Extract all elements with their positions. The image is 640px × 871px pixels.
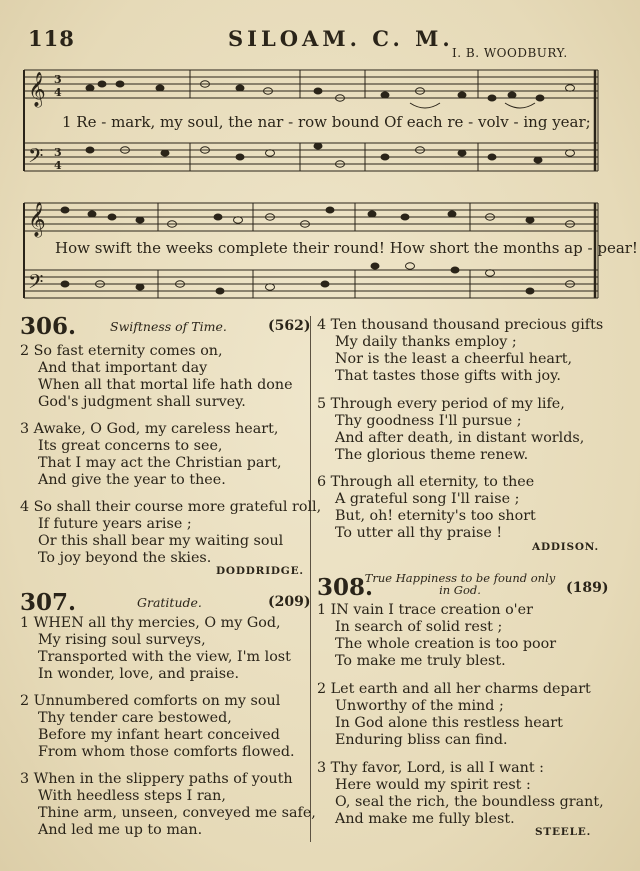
verse-line: My rising soul surveys,: [38, 632, 206, 648]
composer-credit: I. B. WOODBURY.: [452, 46, 568, 60]
bass-clef-icon: 𝄢: [28, 144, 44, 172]
stanza: [317, 760, 604, 828]
verse-line: In wonder, love, and praise.: [38, 666, 240, 682]
verse-line: 5 Through every period of my life,: [317, 396, 565, 412]
verse-line: 2 So fast eternity comes on,: [20, 343, 223, 359]
verse-line: My daily thanks employ ;: [335, 334, 517, 350]
verse-line: In search of solid rest ;: [335, 619, 503, 635]
verse-line: To make me truly blest.: [335, 653, 506, 669]
stanza: [317, 317, 603, 385]
verse-line: Transported with the view, I'm lost: [38, 649, 291, 665]
verse-line: But, oh! eternity's too short: [335, 508, 536, 524]
verse-line: And after death, in distant worlds,: [335, 430, 585, 446]
verse-line: 4 Ten thousand thousand precious gifts: [317, 317, 604, 333]
hymn-reference: (562): [268, 318, 311, 334]
stanza: [20, 615, 291, 683]
verse-line: When all that mortal life hath done: [38, 377, 293, 393]
stanza: [317, 681, 591, 749]
svg-text:3: 3: [54, 146, 62, 159]
music-lyric-line-2: How swift the weeks complete their round! How short the months ap - pear!: [55, 239, 638, 257]
hymn-reference: (209): [268, 594, 311, 610]
hymn-title-line: in God.: [439, 583, 481, 597]
hymn-number: 306.: [20, 313, 77, 340]
verse-line: Here would my spirit rest :: [335, 777, 531, 793]
verse-line: The whole creation is too poor: [335, 636, 557, 652]
hymn-number: 307.: [20, 589, 77, 616]
svg-text:3: 3: [54, 73, 62, 86]
verse-line: O, seal the rich, the boundless grant,: [335, 794, 604, 810]
verse-line: 6 Through all eternity, to thee: [317, 474, 535, 490]
verse-line: That tastes those gifts with joy.: [335, 368, 561, 384]
verse-line: 1 IN vain I trace creation o'er: [317, 602, 533, 618]
stanza: [317, 396, 584, 464]
stanza: [20, 343, 293, 411]
hymn-title: Gratitude.: [137, 595, 202, 610]
hymn-title: [360, 572, 560, 596]
hymn-author: STEELE.: [535, 826, 592, 838]
treble-clef-icon-2: 𝄞: [28, 202, 46, 237]
hymn-title: Swiftness of Time.: [110, 319, 227, 334]
verse-line: And make me fully blest.: [335, 811, 515, 827]
verse-line: With heedless steps I ran,: [38, 788, 226, 804]
verse-line: Its great concerns to see,: [38, 438, 223, 454]
page-number: 118: [28, 26, 75, 51]
verse-line: Unworthy of the mind ;: [335, 698, 504, 714]
tune-title: SILOAM. C. M.: [228, 26, 454, 51]
verse-line: And give the year to thee.: [38, 472, 226, 488]
staff-bass-1: [24, 143, 598, 171]
verse-line: Before my infant heart conceived: [38, 727, 280, 743]
verse-line: 4 So shall their course more grateful roll,: [20, 499, 322, 515]
stanza: [20, 421, 282, 489]
column-divider: [310, 316, 311, 842]
music-lyric-line-1: 1 Re - mark, my soul, the nar - row bound Of each re - volv - ing year;: [62, 113, 591, 131]
stanza: [20, 771, 316, 839]
verse-line: Or this shall bear my waiting soul: [38, 533, 284, 549]
stanza: [20, 499, 321, 567]
verse-line: 1 WHEN all thy mercies, O my God,: [20, 615, 281, 631]
verse-line: To utter all thy praise !: [335, 525, 503, 541]
verse-line: If future years arise ;: [38, 516, 192, 532]
verse-line: That I may act the Christian part,: [38, 455, 282, 471]
verse-line: 3 Thy favor, Lord, is all I want :: [317, 760, 544, 776]
verse-line: In God alone this restless heart: [335, 715, 563, 731]
verse-line: Thy tender care bestowed,: [38, 710, 232, 726]
verse-line: And that important day: [38, 360, 208, 376]
verse-line: 3 When in the slippery paths of youth: [20, 771, 293, 787]
hymn-title-line: True Happiness to be found only: [364, 571, 556, 585]
stanza: [317, 602, 556, 670]
hymn-author: DODDRIDGE.: [216, 565, 304, 577]
verse-line: Thy goodness I'll pursue ;: [335, 413, 522, 429]
staff-notation: [0, 0, 640, 310]
treble-clef-icon: 𝄞: [28, 72, 46, 107]
verse-line: The glorious theme renew.: [335, 447, 529, 463]
hymn-author: ADDISON.: [532, 541, 599, 553]
verse-line: 2 Unnumbered comforts on my soul: [20, 693, 281, 709]
verse-line: Enduring bliss can find.: [335, 732, 508, 748]
verse-line: And led me up to man.: [38, 822, 203, 838]
stanza: [317, 474, 536, 542]
svg-text:4: 4: [54, 159, 62, 172]
verse-line: From whom those comforts flowed.: [38, 744, 295, 760]
stanza: [20, 693, 295, 761]
verse-line: God's judgment shall survey.: [38, 394, 246, 410]
verse-line: 2 Let earth and all her charms depart: [317, 681, 591, 697]
bass-clef-icon-2: 𝄢: [28, 270, 44, 298]
hymn-number: 308.: [317, 574, 374, 601]
verse-line: A grateful song I'll raise ;: [335, 491, 520, 507]
hymn-reference: (189): [566, 580, 609, 596]
svg-text:4: 4: [54, 86, 62, 99]
verse-line: To joy beyond the skies.: [38, 550, 212, 566]
staff-bass-2: [24, 270, 598, 298]
verse-line: Thine arm, unseen, conveyed me safe,: [38, 805, 316, 821]
verse-line: 3 Awake, O God, my careless heart,: [20, 421, 279, 437]
verse-line: Nor is the least a cheerful heart,: [335, 351, 573, 367]
